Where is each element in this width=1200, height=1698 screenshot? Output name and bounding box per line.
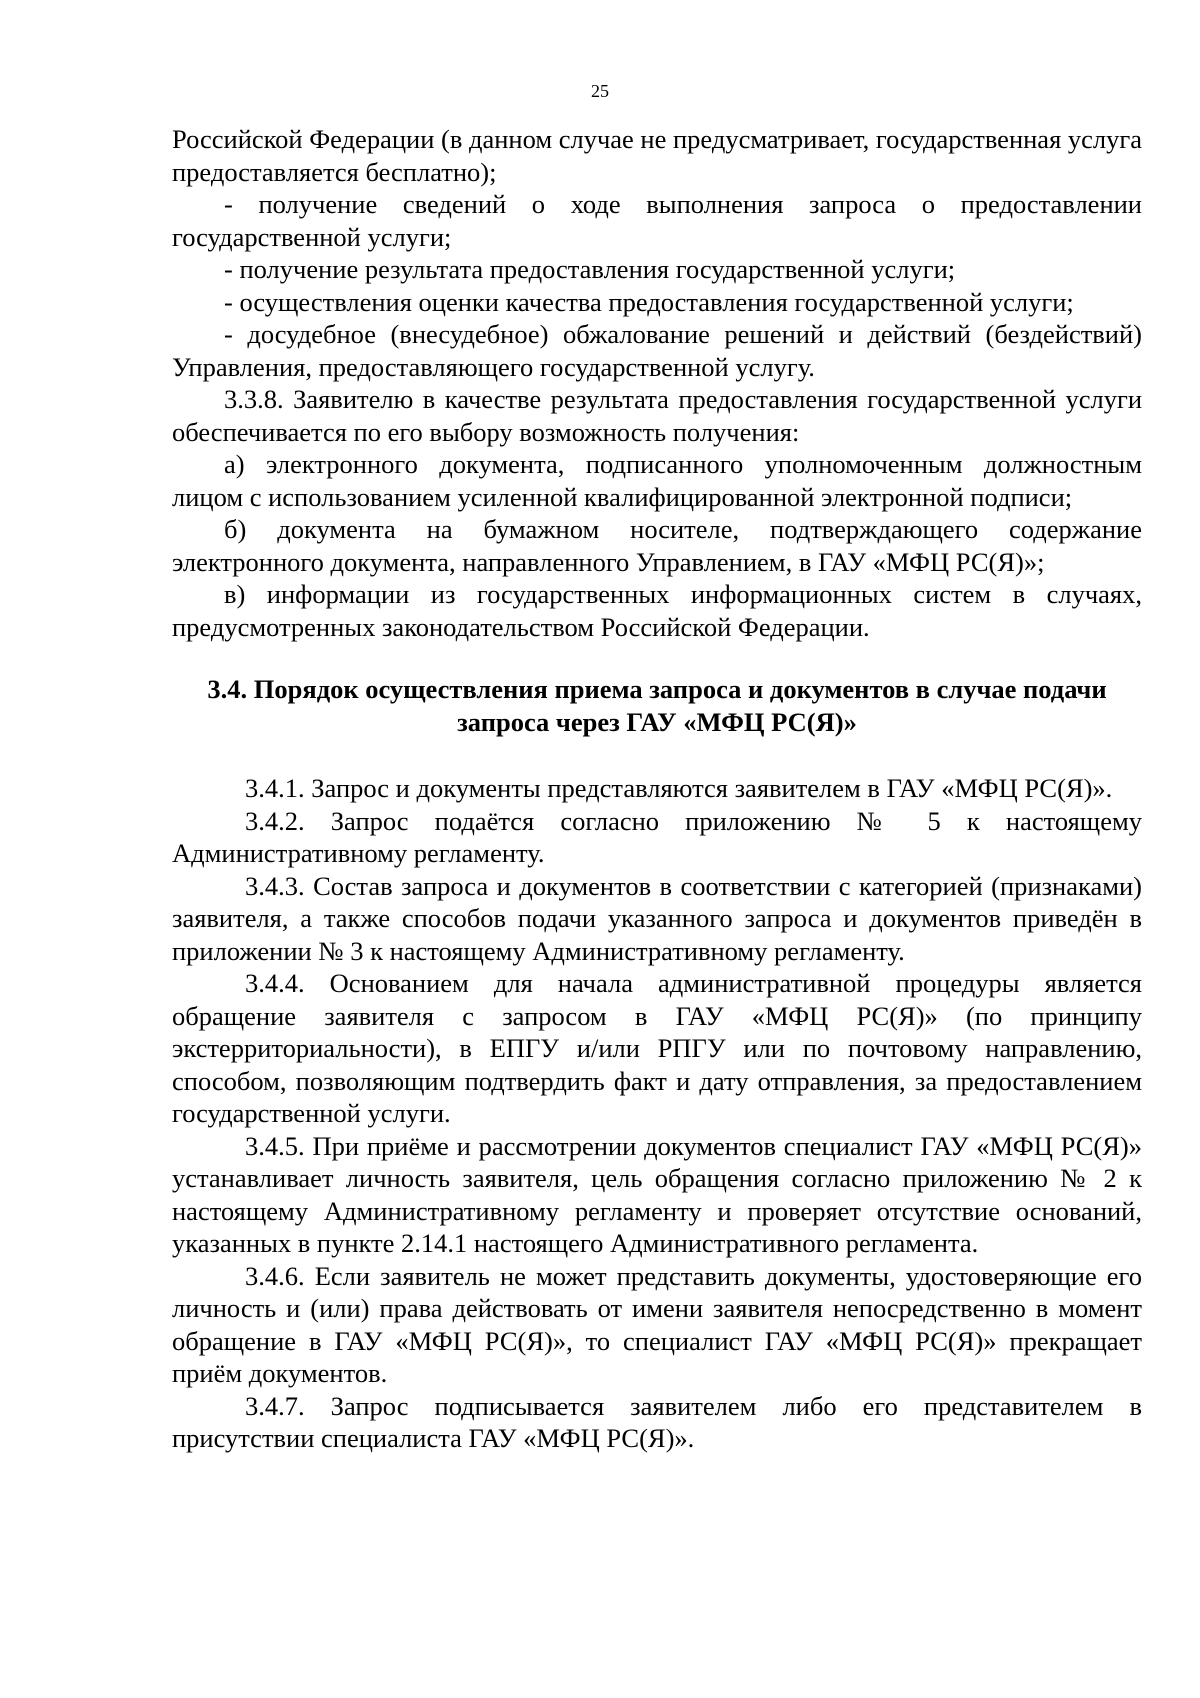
paragraph-3-3-8: 3.3.8. Заявителю в качестве результата предоставления государственной услуги обеспечивается по его выбору возможность получения: [172,384,1142,447]
list-item-a: а) электронного документа, подписанного уполномоченным должностным лицом с использованием усиленной квалифицированной электронной подписи; [172,449,1142,512]
page-number: 25 [591,81,609,101]
list-item-b: б) документа на бумажном носителе, подтверждающего содержание электронного документа, направленного Управлением, в ГАУ «МФЦ РС(Я)»; [172,514,1142,577]
paragraph-3-4-7: 3.4.7. Запрос подписывается заявителем либо его представителем в присутствии специалиста ГАУ «МФЦ РС(Я)». [172,1390,1142,1453]
list-item-quality-assessment: - осуществления оценки качества предоставления государственной услуги; [224,286,1074,317]
paragraph-3-4-1: 3.4.1. Запрос и документы представляются заявителем в ГАУ «МФЦ РС(Я)». [245,773,1113,803]
section-heading-line1: 3.4. Порядок осуществления приема запроса и документов в случае подачи [207,674,1107,704]
paragraph-3-4-5: 3.4.5. При приёме и рассмотрении документов специалист ГАУ «МФЦ РС(Я)» устанавливает личность заявителя, цель обращения согласно приложению № 2 к настоящему Административному регламенту и проверяет отсутствие оснований, указанных в пункте 2.14.1 настоящего Административного регламента. [172,1130,1142,1258]
paragraph-3-4-3: 3.4.3. Состав запроса и документов в соответствии с категорией (признаками) заявителя, а также способов подачи указанного запроса и документов приведён в приложении № 3 к настоящему Административному регламенту. [172,870,1142,966]
paragraph-3-4-4: 3.4.4. Основанием для начала административной процедуры является обращение заявителя с запросом в ГАУ «МФЦ РС(Я)» (по принципу экстерриториальности), в ЕПГУ и/или РПГУ или по почтовому направлению, способом, позволяющим подтвердить факт и дату отправления, за предоставлением государственной услуги. [172,968,1142,1128]
paragraph-3-4-6: 3.4.6. Если заявитель не может представить документы, удостоверяющие его личность и (или) права действовать от имени заявителя непосредственно в момент обращение в ГАУ «МФЦ РС(Я)», то специалист ГАУ «МФЦ РС(Я)» прекращает приём документов. [172,1260,1142,1388]
section-text-block [172,772,1142,1455]
paragraph-continuation: Российской Федерации (в данном случае не предусматривает, государственная услуга предоставляется бесплатно); [172,124,1142,187]
paragraph-3-4-2: 3.4.2. Запрос подаётся согласно приложению № 5 к настоящему Административному регламенту. [172,805,1142,868]
list-item-v: в) информации из государственных информационных систем в случаях, предусмотренных законодательством Российской Федерации. [172,579,1142,642]
list-item-result: - получение результата предоставления государственной услуги; [224,254,956,284]
list-item-appeal: - досудебное (внесудебное) обжалование решений и действий (бездействий) Управления, предоставляющего государственной услугу. [172,319,1142,382]
list-item-status-info: - получение сведений о ходе выполнения запроса о предоставлении государственной услуги; [172,189,1142,252]
section-heading [172,673,1142,739]
top-text-block [172,123,1142,643]
section-heading-line2: запроса через ГАУ «МФЦ РС(Я)» [457,707,857,737]
